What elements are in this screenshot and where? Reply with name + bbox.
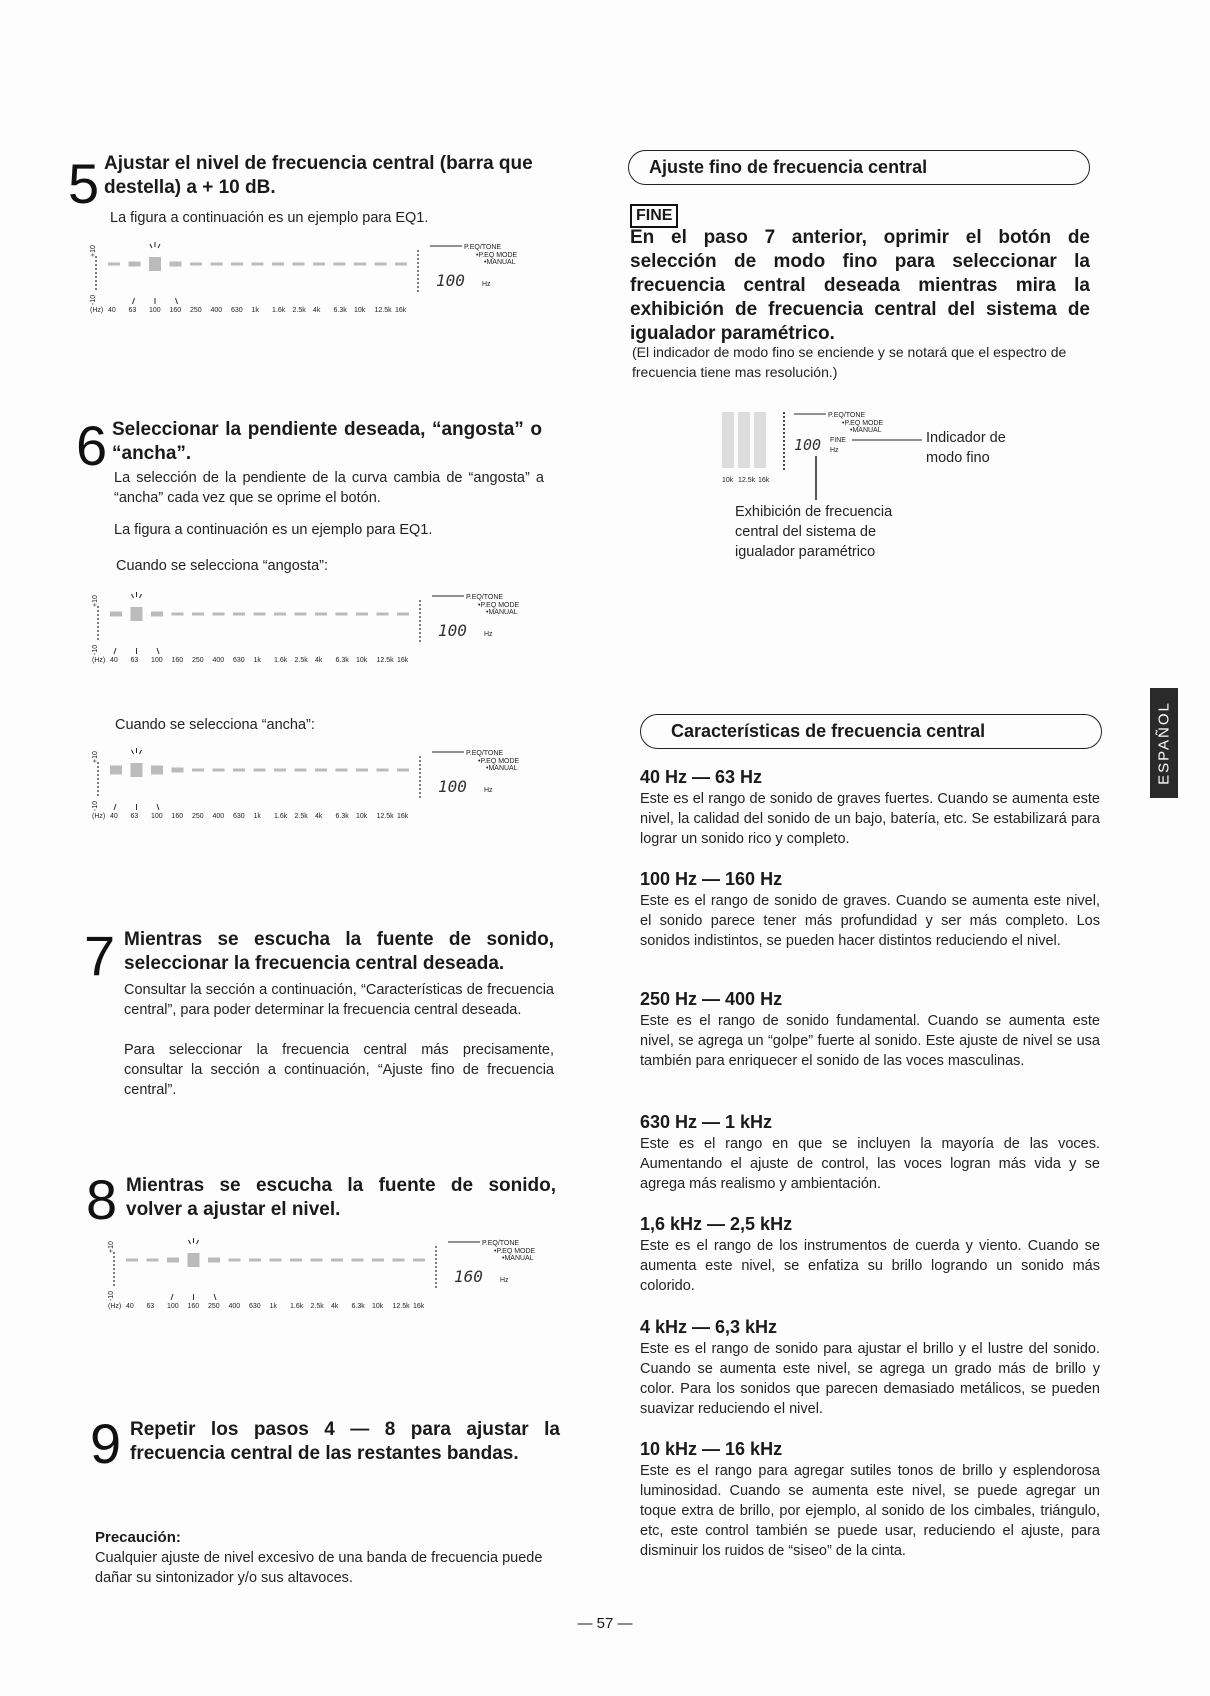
spectrum-bar — [722, 412, 734, 468]
step-body: La selección de la pendiente de la curva cambia de “angosta” a “ancha” cada vez que se oprime el botón. — [114, 470, 544, 506]
band-bar — [290, 1259, 302, 1262]
tick-label: 630 — [233, 657, 245, 664]
freq-range: 630 Hz — 1 kHz — [640, 1112, 773, 1132]
band-bar — [208, 1258, 220, 1263]
mode-label: •P.EQ MODE — [476, 252, 518, 259]
scale-bottom-label: -10 — [92, 800, 99, 811]
tick-label: 2.5k — [294, 813, 308, 820]
band-bar — [172, 768, 184, 773]
hz-label: Hz — [830, 447, 839, 454]
scale-top-label: +10 — [92, 751, 99, 763]
tick-label: 100 — [149, 307, 161, 314]
band-bar — [131, 607, 143, 621]
flash-mark — [150, 244, 152, 248]
fine-indicator: FINE — [830, 437, 846, 444]
freq-text: Este es el rango en que se incluyen la mayoría de las voces. Aumentando el ajuste de control, las voces logran más vida y se agrega más realismo y ambientación. — [640, 1136, 1100, 1192]
tick-label: 12.5k — [374, 307, 392, 314]
frequency-readout: 100 — [438, 777, 467, 796]
tick-label: 160 — [187, 1303, 200, 1310]
mode-label: •MANUAL — [484, 259, 516, 266]
freq-range: 4 kHz — 6,3 kHz — [640, 1317, 778, 1337]
tick-label: 100 — [151, 813, 163, 820]
tick-mark — [176, 298, 178, 304]
step-heading: Mientras se escucha la fuente de sonido, seleccionar la frecuencia central deseada. — [124, 929, 554, 974]
band-bar — [233, 613, 245, 616]
band-bar — [172, 613, 184, 616]
band-bar — [229, 1259, 241, 1262]
tick-label: 1k — [253, 813, 261, 820]
tick-label: 63 — [130, 813, 139, 820]
step-number: 5 — [68, 152, 100, 215]
freq-item — [640, 987, 1100, 1071]
tick-label: 1k — [269, 1303, 277, 1310]
flash-mark — [197, 1240, 199, 1244]
tick-label: 160 — [171, 657, 184, 664]
step-heading: Repetir los pasos 4 — 8 para ajustar la frecuencia central de las restantes bandas. — [130, 1419, 560, 1464]
freq-text: Este es el rango de sonido fundamental. Cuando se aumenta este nivel, se agrega un “golpe” fuerte al sonido. Este ajuste de nivel se usa también para enriquecer el sonido de las voces masculinas. — [640, 1013, 1100, 1069]
band-bar — [313, 263, 325, 266]
band-bar — [254, 769, 266, 772]
band-bar — [336, 769, 348, 772]
tick-mark — [114, 804, 116, 810]
band-bar — [274, 769, 286, 772]
freq-item — [640, 867, 1100, 951]
freq-range: 10 kHz — 16 kHz — [640, 1439, 783, 1459]
tick-label: 100 — [167, 1303, 179, 1310]
tick-label: 63 — [146, 1303, 155, 1310]
tick-label: 2.5k — [310, 1303, 324, 1310]
step-body: Cuando se selecciona “ancha”: — [115, 717, 315, 733]
band-bar — [295, 613, 307, 616]
caution-text: Cualquier ajuste de nivel excesivo de una banda de frecuencia puede dañar su sintonizador y/o sus altavoces. — [95, 1550, 543, 1586]
freq-text: Este es el rango de los instrumentos de cuerda y viento. Cuando se aumenta este nivel, se enfatiza su brillo logrando un sonido más colorido. — [640, 1238, 1100, 1294]
band-bar — [151, 766, 163, 775]
band-bar — [331, 1259, 343, 1262]
band-bar — [397, 769, 409, 772]
hz-label: Hz — [500, 1277, 509, 1284]
eq-display-narrow — [92, 592, 552, 688]
frequency-readout: 100 — [436, 271, 465, 290]
tick-label: 250 — [190, 307, 202, 314]
flash-mark — [189, 1240, 191, 1244]
tick-label: 630 — [249, 1303, 261, 1310]
tick-mark — [214, 1294, 216, 1300]
tick-label: 40 — [126, 1303, 134, 1310]
band-bar — [252, 263, 264, 266]
freq-item — [640, 1437, 1100, 1561]
language-tab-label: ESPAÑOL — [1155, 701, 1173, 785]
mode-label: P.EQ/TONE — [482, 1240, 520, 1247]
characteristics-section-title: Características de frecuencia central — [640, 714, 1102, 749]
frequency-readout: 100 — [438, 621, 467, 640]
band-bar — [334, 263, 346, 266]
tick-label: 16k — [397, 657, 409, 664]
tick-label: 6.3k — [335, 813, 349, 820]
tick-label: 250 — [192, 657, 204, 664]
freq-text: Este es el rango de sonido para ajustar el brillo y el lustre del sonido. Cuando se aumenta este nivel, se agrega un grado más de brillo y color. Para los sonidos que parecen demasiado metálicos, se pueden suavizar reduciendo el nivel. — [640, 1341, 1100, 1417]
tick-label: 10k — [372, 1303, 384, 1310]
hz-label: Hz — [484, 787, 493, 794]
band-bar — [249, 1259, 261, 1262]
band-bar — [190, 263, 202, 266]
tick-label: 1k — [251, 307, 259, 314]
tick-label: 6.3k — [351, 1303, 365, 1310]
tick-label: 63 — [128, 307, 137, 314]
hz-label: Hz — [484, 631, 493, 638]
flash-mark — [132, 750, 134, 754]
freq-item — [640, 765, 1100, 849]
page-number: — 57 — — [577, 1615, 633, 1632]
tick-label: 16k — [397, 813, 409, 820]
hz-axis-label: (Hz) — [90, 307, 104, 314]
band-bar — [149, 257, 161, 271]
band-bar — [274, 613, 286, 616]
language-tab — [1150, 688, 1178, 798]
scale-bottom-label: -10 — [108, 1290, 115, 1301]
tick-label: 16k — [395, 307, 407, 314]
fine-heading: En el paso 7 anterior, oprimir el botón de selección de modo fino para seleccionar la frecuencia central deseada mientras mira la exhibición de frecuencia central del sistema de igualador paramétrico. — [630, 227, 1090, 344]
step-body: Consultar la sección a continuación, “Características de frecuencia central”, para poder determinar la frecuencia central deseada. — [124, 982, 554, 1018]
mode-label: •P.EQ MODE — [494, 1248, 536, 1255]
freq-item — [640, 1212, 1100, 1296]
tick-label: 400 — [212, 813, 225, 820]
hz-axis-label: (Hz) — [92, 813, 106, 820]
freq-text: Este es el rango de sonido de graves fuertes. Cuando se aumenta este nivel, la calidad del sonido de un bajo, batería, etc. Se estabilizará para lograr un sonido rico y completo. — [640, 791, 1100, 847]
tick-label: 4k — [315, 657, 323, 664]
mode-label: P.EQ/TONE — [466, 750, 504, 757]
mode-label: •P.EQ MODE — [842, 420, 884, 427]
scale-top-label: +10 — [92, 595, 99, 607]
tick-label: 6.3k — [335, 657, 349, 664]
tick-label: 1.6k — [290, 1303, 304, 1310]
band-bar — [311, 1259, 323, 1262]
frequency-readout: 160 — [454, 1267, 483, 1286]
band-bar — [315, 769, 327, 772]
tick-label: 2.5k — [292, 307, 306, 314]
tick-label: 16k — [758, 477, 770, 484]
band-bar — [192, 769, 204, 772]
fine-spectrum-bars — [722, 412, 766, 468]
tick-label: 10k — [356, 813, 368, 820]
hz-label: Hz — [482, 281, 491, 288]
band-bar — [293, 263, 305, 266]
freq-text: Este es el rango para agregar sutiles tonos de brillo y esplendorosa luminosidad. Cuando se aumenta este nivel, se puede agregar un toque extra de brillo, por ejemplo, al sonido de los cimbales, triángulo, etc, este control también se puede usar, reduciendo el ajuste, para disminuir los ruidos de “siseo” de la cinta. — [640, 1463, 1100, 1559]
tick-label: 250 — [192, 813, 204, 820]
tick-label: 40 — [108, 307, 116, 314]
band-bar — [377, 769, 389, 772]
band-bar — [272, 263, 284, 266]
mode-label: •MANUAL — [486, 765, 518, 772]
tick-label: 160 — [171, 813, 184, 820]
tick-label: 1k — [253, 657, 261, 664]
band-bar — [188, 1253, 200, 1267]
freq-range: 250 Hz — 400 Hz — [640, 989, 783, 1009]
scale-bottom-label: -10 — [92, 644, 99, 655]
tick-label: 63 — [130, 657, 139, 664]
band-bar — [231, 263, 243, 266]
hz-axis-label: (Hz) — [108, 1303, 122, 1310]
tick-mark — [157, 804, 159, 810]
flash-mark — [140, 594, 142, 598]
band-bar — [129, 262, 141, 267]
tick-label: 12.5k — [738, 477, 756, 484]
band-bar — [354, 263, 366, 266]
eq-display-fig8 — [108, 1238, 568, 1334]
tick-label: 40 — [110, 813, 118, 820]
band-bar — [192, 613, 204, 616]
mode-label: P.EQ/TONE — [828, 412, 866, 419]
step-heading: Seleccionar la pendiente deseada, “angosta” o “ancha”. — [112, 419, 542, 464]
tick-label: 12.5k — [376, 813, 394, 820]
band-bar — [108, 263, 120, 266]
tick-label: 160 — [169, 307, 182, 314]
step-heading: Ajustar el nivel de frecuencia central (barra que destella) a + 10 dB. — [104, 153, 533, 198]
band-bar — [395, 263, 407, 266]
mode-label: P.EQ/TONE — [466, 594, 504, 601]
tick-label: 2.5k — [294, 657, 308, 664]
band-bar — [126, 1259, 138, 1262]
tick-mark — [157, 648, 159, 654]
band-bar — [393, 1259, 405, 1262]
band-bar — [315, 613, 327, 616]
mode-label: P.EQ/TONE — [464, 244, 502, 251]
step-body: Para seleccionar la frecuencia central más precisamente, consultar la sección a continuación, “Ajuste fino de frecuencia central”. — [124, 1042, 554, 1098]
mode-label: •MANUAL — [502, 1255, 534, 1262]
freq-range: 1,6 kHz — 2,5 kHz — [640, 1214, 793, 1234]
fine-badge: FINE — [630, 204, 678, 228]
tick-mark — [133, 298, 135, 304]
mode-label: •P.EQ MODE — [478, 758, 520, 765]
step-body: La figura a continuación es un ejemplo para EQ1. — [110, 210, 429, 226]
step-heading: Mientras se escucha la fuente de sonido, volver a ajustar el nivel. — [126, 1175, 556, 1220]
eq-display-fig5 — [90, 242, 550, 338]
band-bar — [233, 769, 245, 772]
step-number: 6 — [76, 414, 108, 477]
tick-label: 40 — [110, 657, 118, 664]
tick-label: 250 — [208, 1303, 220, 1310]
fine-note: (El indicador de modo fino se enciende y se notará que el espectro de frecuencia tiene mas resolución.) — [632, 344, 1067, 380]
tick-label: 10k — [356, 657, 368, 664]
tick-label: 12.5k — [392, 1303, 410, 1310]
step-number: 8 — [86, 1168, 118, 1231]
spectrum-bar — [738, 412, 750, 468]
band-bar — [356, 613, 368, 616]
freq-item — [640, 1110, 1100, 1194]
fine-display-callout: Exhibición de frecuencia central del sistema de igualador paramétrico — [735, 504, 893, 560]
scale-top-label: +10 — [90, 245, 97, 257]
band-bar — [356, 769, 368, 772]
band-bar — [336, 613, 348, 616]
band-bar — [413, 1259, 425, 1262]
tick-label: 16k — [413, 1303, 425, 1310]
band-bar — [213, 613, 225, 616]
freq-text: Este es el rango de sonido de graves. Cuando se aumenta este nivel, el sonido parece tener más profundidad y ser más completo. Los sonidos indistintos, se pueden hacer distintos reduciendo el nivel. — [640, 893, 1100, 949]
step-number: 7 — [84, 924, 116, 987]
band-bar — [151, 612, 163, 617]
tick-label: 630 — [233, 813, 245, 820]
freq-item — [640, 1315, 1100, 1419]
step-body: La figura a continuación es un ejemplo para EQ1. — [114, 522, 433, 538]
freq-range: 40 Hz — 63 Hz — [640, 767, 763, 787]
tick-label: 4k — [313, 307, 321, 314]
band-bar — [131, 763, 143, 777]
scale-top-label: +10 — [108, 1241, 115, 1253]
tick-label: 400 — [228, 1303, 241, 1310]
band-bar — [352, 1259, 364, 1262]
hz-axis-label: (Hz) — [92, 657, 106, 664]
flash-mark — [140, 750, 142, 754]
band-bar — [295, 769, 307, 772]
band-bar — [254, 613, 266, 616]
band-bar — [170, 262, 182, 267]
band-bar — [372, 1259, 384, 1262]
caution-title: Precaución: — [95, 1529, 181, 1546]
tick-label: 4k — [331, 1303, 339, 1310]
band-bar — [110, 612, 122, 617]
tick-label: 400 — [212, 657, 225, 664]
spectrum-bar — [754, 412, 766, 468]
band-bar — [167, 1258, 179, 1263]
fine-section-title: Ajuste fino de frecuencia central — [628, 150, 1090, 185]
freq-range: 100 Hz — 160 Hz — [640, 869, 783, 889]
tick-mark — [171, 1294, 173, 1300]
flash-mark — [132, 594, 134, 598]
tick-label: 400 — [210, 307, 223, 314]
eq-display-wide — [92, 748, 552, 844]
band-bar — [397, 613, 409, 616]
scale-bottom-label: -10 — [90, 294, 97, 305]
fine-readout: 100 — [794, 436, 822, 454]
caution — [95, 1528, 555, 1588]
tick-label: 10k — [354, 307, 366, 314]
flash-mark — [158, 244, 160, 248]
mode-label: •MANUAL — [486, 609, 518, 616]
step-number: 9 — [90, 1412, 122, 1475]
tick-label: 4k — [315, 813, 323, 820]
tick-label: 1.6k — [274, 813, 288, 820]
tick-label: 6.3k — [333, 307, 347, 314]
step-body: Cuando se selecciona “angosta”: — [116, 558, 328, 574]
band-bar — [270, 1259, 282, 1262]
tick-label: 100 — [151, 657, 163, 664]
band-bar — [377, 613, 389, 616]
tick-label: 630 — [231, 307, 243, 314]
tick-label: 12.5k — [376, 657, 394, 664]
tick-label: 1.6k — [274, 657, 288, 664]
band-bar — [375, 263, 387, 266]
tick-mark — [114, 648, 116, 654]
mode-label: •P.EQ MODE — [478, 602, 520, 609]
mode-label: •MANUAL — [850, 427, 882, 434]
band-bar — [211, 263, 223, 266]
tick-label: 1.6k — [272, 307, 286, 314]
fine-indicator-callout: Indicador de modo fino — [926, 430, 1006, 466]
band-bar — [110, 766, 122, 775]
tick-label: 10k — [722, 477, 734, 484]
band-bar — [213, 769, 225, 772]
fine-badge-wrap — [630, 204, 678, 228]
band-bar — [147, 1259, 159, 1262]
